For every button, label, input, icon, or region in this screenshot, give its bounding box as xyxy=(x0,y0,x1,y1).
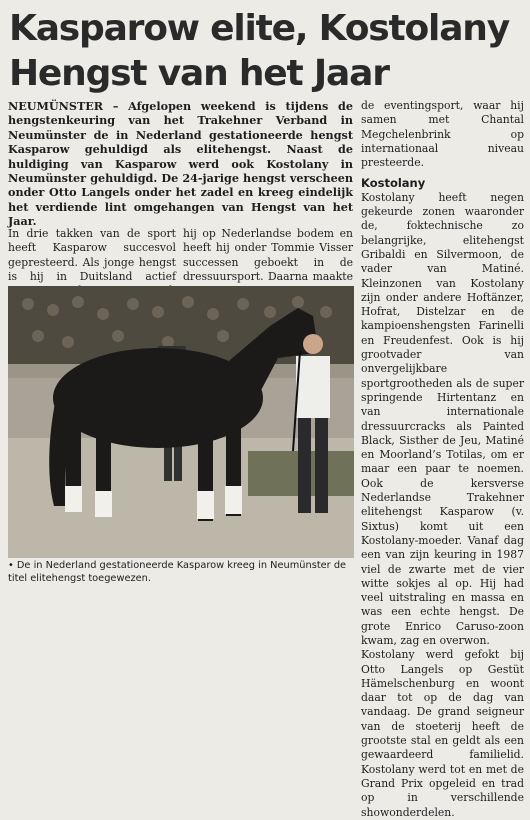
handler-leg-left xyxy=(298,418,311,513)
subheading: Kostolany xyxy=(361,176,426,191)
right-paragraph-1: de eventingsport, waar hij samen met Chantal Megchelenbrink op internationaal niveau presteerde. xyxy=(361,99,524,170)
intro-text: – Afgelopen weekend is tijdens de hengstenkeuring van het Trakehner Verband in Neumünster de in Nederland gestationeerde hengst Kasparow gehuldigd als elitehengst. Naast de huldiging van Kasparow werd ook Kostolany in Neumünster gehuldigd. De 24-jarige hengst verscheen onder Otto Langels onder het zadel en kreeg eindelijk het verdiende lint omgehangen van Hengst van het Jaar. xyxy=(8,99,353,229)
body-column-2: hij op Nederlandse bodem en heeft hij onder Tommie Visser successen geboekt in de dressuursport. Daarna maakte xyxy=(183,227,353,283)
right-paragraph-3: Kostolany werd gefokt bij Otto Langels op Gestüt Hämelschenburg en woont daar tot op de dag van vandaag. De grand seigneur van de stoeterij heeft de grootste stal en geldt als een gewaardeerd familielid. Kostolany werd tot en met de Grand Prix opgeleid en trad op in verschillende showonderdelen. xyxy=(361,648,524,819)
headline-line-1: Kasparow elite, Kostolany xyxy=(9,8,509,49)
headline xyxy=(9,6,521,96)
headline-line-2: Hengst van het Jaar xyxy=(9,53,389,94)
intro-paragraph xyxy=(8,99,353,229)
horse-photo-illustration xyxy=(8,286,354,558)
photo-caption: • De in Nederland gestationeerde Kasparow kreeg in Neumünster de titel elitehengst toegewezen. xyxy=(8,560,347,584)
handler-leg-right xyxy=(315,418,328,513)
handler-shirt xyxy=(296,356,330,418)
horse-photo xyxy=(8,286,354,558)
dateline: NEUMÜNSTER xyxy=(8,99,104,113)
body-column-right xyxy=(361,99,524,820)
right-paragraph-2: Kostolany heeft negen gekeurde zonen waaronder de, foktechnische zo belangrijke, elitehengst Gribaldi en Silvermoon, de vader van Matiné. Kleinzonen van Kostolany zijn onder andere Hoftänzer, Hofrat, Distelzar en de kampioenshengsten Farinelli en Freudenfest. Ook is hij grootvader van onvergelijkbare sportgrootheden als de super springende Hirtentanz en van internationale dressuurcracks als Painted Black, Sisther de Jeu, Matiné en Moorland’s Totilas, om er maar een paar te noemen. Ook de kersverse Nederlandse Trakehner elitehengst Kasparow (v. Sixtus) komt uit een Kostolany-moeder. Vanaf dag een van zijn keuring in 1987 viel de zwarte met de vier witte sokjes al op. Hij had veel uitstraling en massa en was een echte hengst. De grote Enrico Caruso-zoon kwam, zag en overwon. xyxy=(361,190,524,647)
body-column-1: In drie takken van de sport heeft Kasparow succesvol gepresteerd. Als jonge hengst is hij in Duitsland actief xyxy=(8,227,176,283)
handler-head xyxy=(303,334,323,354)
